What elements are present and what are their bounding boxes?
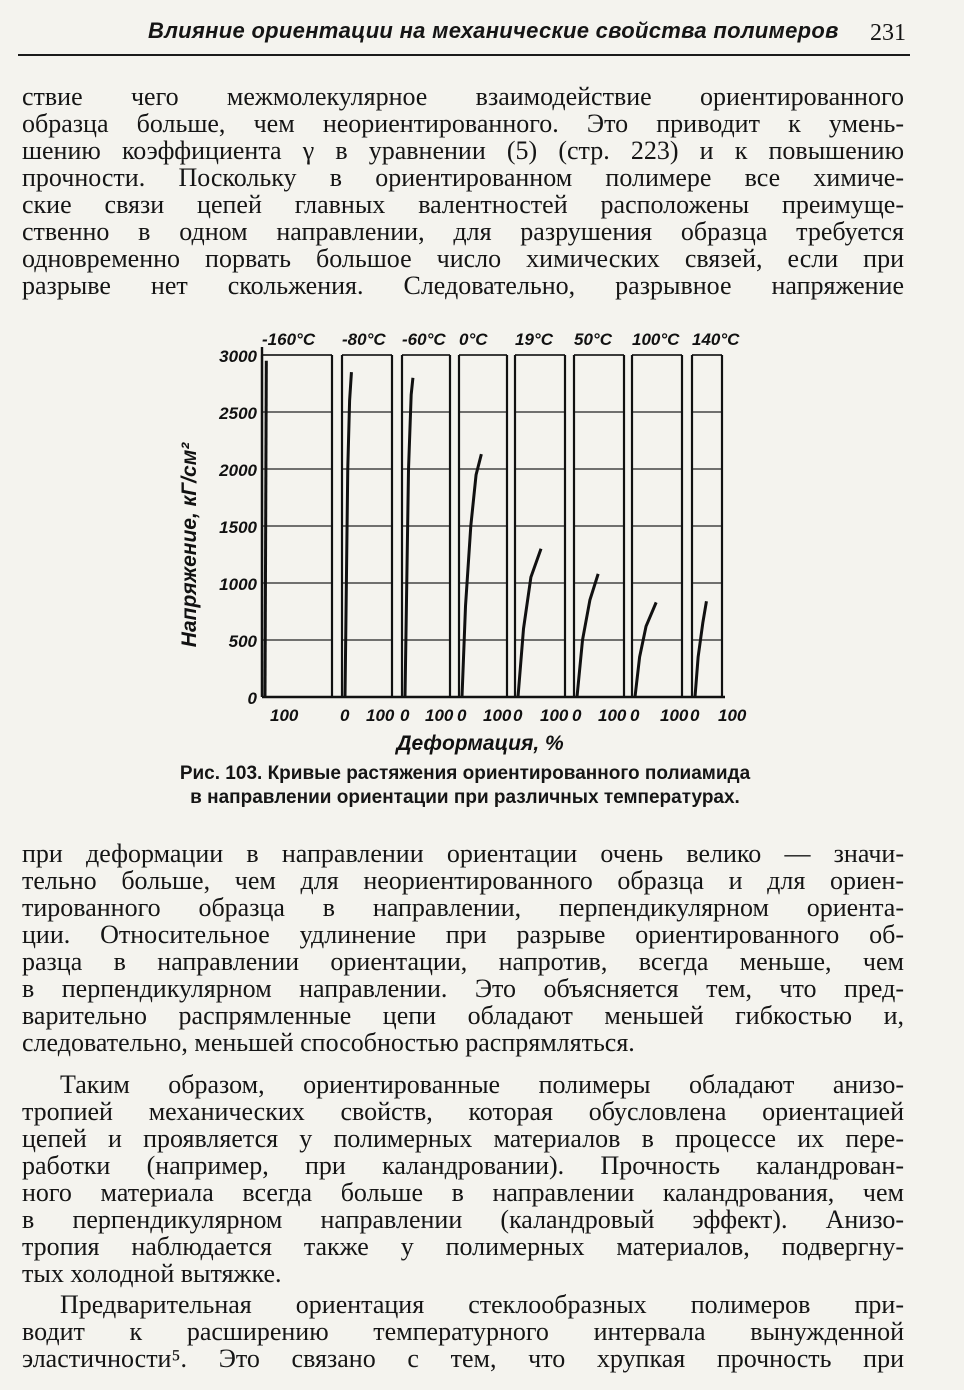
curve-140C [695, 601, 706, 697]
text-line: тых холодной вытяжке. [22, 1259, 282, 1288]
y-tick-label: 1000 [219, 575, 257, 594]
curve-0C [462, 454, 481, 697]
text-line: одновременно порвать большое число химических связей, если при [22, 244, 904, 273]
stress-strain-chart [170, 325, 790, 755]
text-line: Таким образом, ориентированные полимеры обладают анизо- [60, 1070, 904, 1099]
caption-line-1: Рис. 103. Кривые растяжения ориентированного полиамида [179, 763, 751, 784]
x-tick-label: 100 [540, 706, 569, 725]
text-line: образца больше, чем неориентированного. Это приводит к умень- [22, 109, 904, 138]
text-line: при деформации в направлении ориентации очень велико — значи- [22, 839, 904, 868]
page-number: 231 [870, 20, 906, 46]
y-tick-label: 2500 [219, 404, 257, 423]
y-tick-label: 3000 [219, 347, 257, 366]
text-line: цепей и проявляется у полимерных материалов в процессе их пере- [22, 1124, 904, 1153]
x-tick-label: 0 [340, 706, 350, 725]
text-line: в перпендикулярном направлении (каландровый эффект). Анизо- [22, 1205, 904, 1234]
series-label: -80°C [342, 330, 386, 349]
x-tick-label: 100 [718, 706, 747, 725]
text-line: ственно в одном направлении, для разрушения образца требуется [22, 217, 904, 246]
curve-50C [577, 574, 598, 697]
text-line: тированного образца в направлении, перпендикулярном ориента- [22, 893, 904, 922]
figure-caption [115, 762, 815, 810]
x-tick-label: 0 [457, 706, 467, 725]
x-axis-title: Деформация, % [396, 732, 564, 755]
curve-100C [635, 602, 656, 697]
text-line: эластичности⁵. Это связано с тем, что хрупкая прочность при [22, 1344, 904, 1373]
x-tick-label: 100 [366, 706, 395, 725]
running-header [18, 14, 910, 56]
text-line: Предварительная ориентация стеклообразных полимеров при- [60, 1290, 904, 1319]
x-tick-label: 100 [425, 706, 454, 725]
paragraph-2 [22, 840, 904, 1056]
x-tick-label: 100 [660, 706, 689, 725]
y-axis-title: Напряжение, кГ/см² [178, 442, 201, 648]
text-line: тельно больше, чем для неориентированного образца и для ориен- [22, 866, 904, 895]
caption-line-2: в направлении ориентации при различных температурах. [190, 787, 740, 808]
paragraph-1 [22, 83, 904, 299]
text-line: следовательно, меньшей способностью распрямляться. [22, 1028, 635, 1057]
paragraph-4 [22, 1291, 904, 1372]
curve--160C [265, 361, 266, 697]
text-line: варительно распрямленные цепи обладают меньшей гибкостью и, [22, 1001, 904, 1030]
series-label: 100°C [632, 330, 680, 349]
x-tick-label: 100 [483, 706, 512, 725]
x-tick-label: 100 [598, 706, 627, 725]
x-tick-label: 0 [513, 706, 523, 725]
x-tick-label: 0 [690, 706, 700, 725]
x-tick-label: 100 [270, 706, 299, 725]
paragraph-3 [22, 1071, 904, 1287]
series-label: -60°C [402, 330, 446, 349]
curve-19C [518, 549, 541, 697]
text-line: разца в направлении ориентации, напротив, всегда меньше, чем [22, 947, 904, 976]
series-label: 140°C [692, 330, 740, 349]
text-line: ские связи цепей главных валентностей расположены преимуще- [22, 190, 904, 219]
series-label: 50°C [574, 330, 612, 349]
text-line: водит к расширению температурного интервала вынужденной [22, 1317, 904, 1346]
y-tick-label: 0 [247, 689, 257, 708]
running-title: Влияние ориентации на механические свойства полимеров [148, 18, 839, 43]
text-line: ции. Относительное удлинение при разрыве ориентированного об- [22, 920, 904, 949]
text-line: ствие чего межмолекулярное взаимодействие ориентированного [22, 82, 904, 111]
x-tick-label: 0 [572, 706, 582, 725]
text-line: прочности. Поскольку в ориентированном полимере все химиче- [22, 163, 904, 192]
text-line: разрыве нет скольжения. Следовательно, разрывное напряжение [22, 271, 904, 300]
y-tick-label: 500 [228, 632, 257, 651]
series-label: 19°C [515, 330, 553, 349]
x-tick-label: 0 [630, 706, 640, 725]
text-line: шению коэффициента γ в уравнении (5) (стр. 223) и к повышению [22, 136, 904, 165]
curve--80C [345, 372, 351, 697]
figure-103 [170, 325, 790, 760]
y-tick-label: 2000 [219, 461, 257, 480]
curve--60C [405, 378, 413, 697]
text-line: работки (например, при каландровании). Прочность каландрован- [22, 1151, 904, 1180]
x-tick-label: 0 [400, 706, 410, 725]
text-line: ного материала всегда больше в направлении каландрования, чем [22, 1178, 904, 1207]
series-label: -160°C [262, 330, 316, 349]
y-tick-label: 1500 [219, 518, 257, 537]
text-line: тропия наблюдается также у полимерных материалов, подвергну- [22, 1232, 904, 1261]
text-line: тропией механических свойств, которая обусловлена ориентацией [22, 1097, 904, 1126]
text-line: в перпендикулярном направлении. Это объясняется тем, что пред- [22, 974, 904, 1003]
series-label: 0°C [459, 330, 488, 349]
